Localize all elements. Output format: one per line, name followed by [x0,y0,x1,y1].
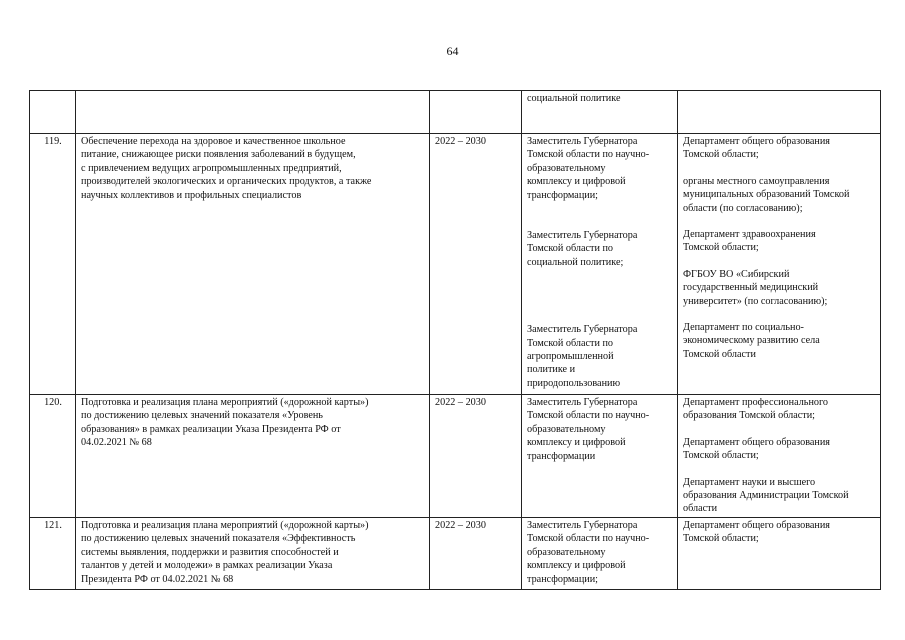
table-row [30,91,881,134]
event-text: Подготовка и реализация плана мероприятий («дорожной карты») по достижению целевых значений показателя «Уровень образования» в рамках реализации Указа Президента РФ от 04.02.2021 № 68 [81,397,369,449]
row-number [30,91,76,134]
responsible-text: Заместитель Губернатора Томской области по социальной политике; [527,230,638,268]
executor-text: Департамент общего образования Томской области; [683,520,830,545]
row-number: 120. [30,395,76,518]
responsible-cell [522,134,678,395]
executor-text: Департамент по социально- экономическому развитию села Томской области [683,322,820,360]
table-row [30,518,881,590]
responsible-text: Заместитель Губернатора Томской области по научно- образовательному комплексу и цифровой трансформации; [527,520,650,585]
event-cell [76,91,430,134]
executor-text: Департамент общего образования Томской области; [683,436,830,462]
period-cell: 2022 – 2030 [430,134,522,395]
executor-text: Департамент здравоохранения Томской области; [683,229,816,254]
table-row [30,134,881,395]
event-cell [76,395,430,518]
responsible-text: Заместитель Губернатора Томской области по научно- образовательному комплексу и цифровой трансформации; [527,136,650,201]
event-text: Обеспечение перехода на здоровое и качественное школьное питание, снижающее риски появления заболеваний в будущем, с привлечением ведущих агропромышленных предприятий, производителей экологических и органических продуктов, а также научных коллективов и профильных специалистов [81,136,372,201]
executor-text: Департамент науки и высшего образования Администрации Томской области [683,476,849,515]
executors-cell [678,134,881,395]
responsible-text: социальной политике [527,93,621,104]
event-cell [76,134,430,395]
period-cell: 2022 – 2030 [430,395,522,518]
executors-cell [678,518,881,590]
executor-text: Департамент профессионального образования Томской области; [683,397,829,422]
event-text: Подготовка и реализация плана мероприятий («дорожной карты») по достижению целевых значений показателя «Эффективность системы выявления, поддержки и развития способностей и талантов у детей и молодежи» в рамках реализации Указа Президента РФ от 04.02.2021 № 68 [81,520,369,585]
executor-text: органы местного самоуправления муниципальных образований Томской области (по согласованию); [683,175,850,214]
responsible-cell [522,518,678,590]
page-number: 64 [446,44,459,58]
responsible-text: Заместитель Губернатора Томской области по агропромышленной политике и природопользованию [527,324,638,389]
event-cell [76,518,430,590]
responsible-cell [522,91,678,134]
responsible-cell [522,395,678,518]
measures-table [29,90,881,590]
executors-cell [678,395,881,518]
row-number: 119. [30,134,76,395]
period-cell: 2022 – 2030 [430,518,522,590]
row-number: 121. [30,518,76,590]
executor-text: ФГБОУ ВО «Сибирский государственный медицинский университет» (по согласованию); [683,268,828,307]
executor-text: Департамент общего образования Томской области; [683,136,830,161]
table-row [30,395,881,518]
period-cell [430,91,522,134]
executors-cell [678,91,881,134]
responsible-text: Заместитель Губернатора Томской области по научно- образовательному комплексу и цифровой трансформации [527,397,650,462]
